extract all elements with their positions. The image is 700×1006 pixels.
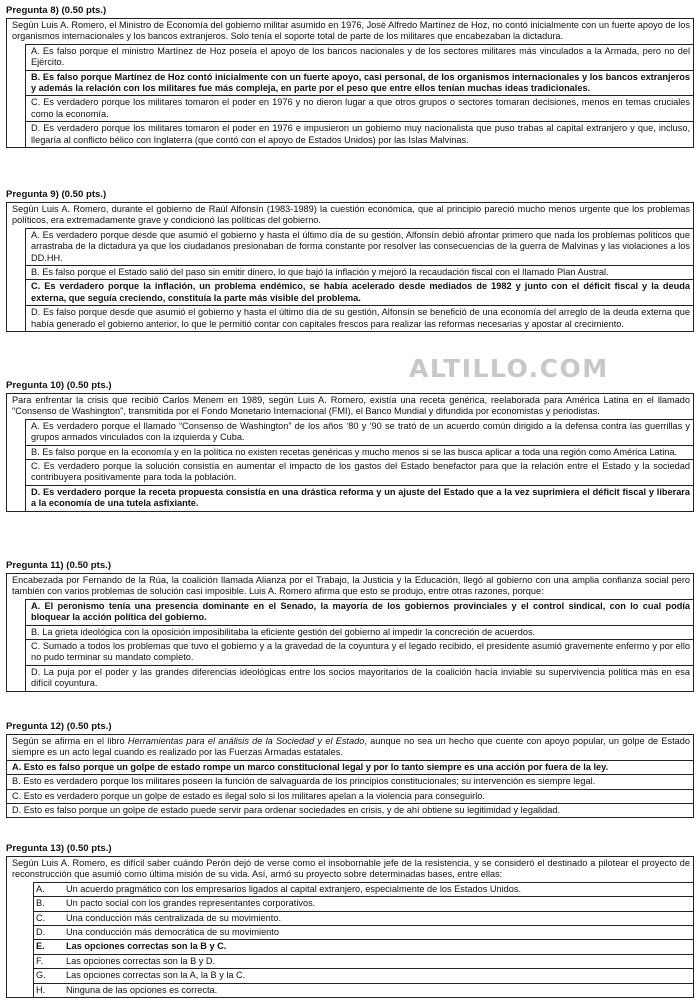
question-stem: Según Luis A. Romero, durante el gobierno de Raúl Alfonsín (1983-1989) la cuestión económica, que al principio pareció mucho menos urgente que los problemas políticos, era extremadamente grave y condicionó las políticas del gobierno. [12,204,690,226]
option-c: C. Es verdadero porque la inflación, un problema endémico, se había acelerado desde mediados de 1982 y junto con el déficit fiscal y la deuda externa, que seguía creciendo, constituía la parte más visible del problema. [25,279,693,305]
option-d: D. La puja por el poder y las grandes diferencias ideológicas entre los socios mayoritarios de la coalición hacía inviable su supervivencia política más en esa difícil coyuntura. [25,665,693,691]
option-a: A. Es verdadero porque desde que asumió el gobierno y hasta el último día de su gestión, Alfonsín debió afrontar primero que nada los problemas políticos que arrastraba de la dictadura ya que los ciudadanos presionaban de forma constante por resolver las consecuencias de la guerra de Malvinas y las violaciones a los DD.HH. [25,228,693,265]
option-b: B. Es falso porque en la economía y en la política no existen recetas genéricas y mucho menos si se las busca aplicar a toda una región como América Latina. [25,445,693,459]
option-c: C. Esto es verdadero porque un golpe de estado es ilegal solo si los militares apelan a la violencia para conseguirlo. [7,789,693,803]
question-8 [6,5,694,148]
question-box [6,856,694,998]
question-9 [6,189,694,332]
book-title: Herramientas para el análisis de la Sociedad y el Estado [127,736,365,746]
option-d: D. Es verdadero porque los militares tomaron el poder en 1976 e impusieron un gobierno muy nacionalista que puso trabas al capital extranjero y que, incluso, llegaría al conflicto bélico con Inglaterra (que contó con el apoyo de Estados Unidos) por las Islas Malvinas. [25,121,693,147]
option-a: A. Un acuerdo pragmático con los empresarios ligados al capital extranjero, especialmente de los Estados Unidos. [33,882,693,896]
question-stem: Según Luis A. Romero, el Ministro de Economía del gobierno militar asumido en 1976, José Alfredo Martínez de Hoz, no contó inicialmente con un fuerte apoyo de los organismos internacionales y los bancos extranjeros. Solo tenía el soporte total de parte de los militares que encabezaban la dictadura. [12,20,690,42]
question-title: Pregunta 13) (0.50 pts.) [6,843,112,854]
option-a: A. Es falso porque el ministro Martínez de Hoz poseía el apoyo de los bancos nacionales y de los sectores militares más vinculados a la Armada, pero no del Ejército. [25,44,693,70]
option-b: B. La grieta ideológica con la oposición imposibilitaba la eficiente gestión del gobierno al impedir la concreción de acuerdos. [25,625,693,639]
option-a: A. Es verdadero porque el llamado “Consenso de Washington” de los años ‘80 y ‘90 se trató de un acuerdo común dirigido a la defensa contra las guerrillas y grupos armados vinculados con la izquierda y Cuba. [25,419,693,445]
option-c: C. Es verdadero porque la solución consistía en aumentar el impacto de los gastos del Estado benefactor para que la relación entre el Estado y la sociedad contribuyera positivamente para toda la población. [25,459,693,485]
option-b: B. Es falso porque Martínez de Hoz contó inicialmente con un fuerte apoyo, casi personal, de los organismos internacionales y los bancos extranjeros y además la relación con los militares fue más compleja, en parte por el peso que entre ellos tenían muchas ideas tradicionales. [25,70,693,96]
question-title: Pregunta 11) (0.50 pts.) [6,560,112,571]
option-g: G. Las opciones correctas son la A, la B y la C. [33,968,693,982]
question-11 [6,560,694,692]
option-d: D. Es verdadero porque la receta propuesta consistía en una drástica reforma y un ajuste del Estado que a la vez suprimiera el déficit fiscal y liberara a la economía de una tutela asfixiante. [25,485,693,511]
option-h: H. Ninguna de las opciones es correcta. [33,983,693,997]
option-d: D. Una conducción más democrática de su movimiento [33,925,693,939]
watermark-text: ALTILLO.COM [409,354,609,383]
option-b: B. Esto es verdadero porque los militares poseen la función de salvaguarda de los principios constitucionales; su intervención es siempre legal. [7,774,693,788]
question-stem: Según se afirma en el libro Herramientas para el análisis de la Sociedad y el Estado, aunque no sea un hecho que cuente con apoyo popular, un golpe de Estado siempre es un acto legal cuando es realizado por las Fuerzas Armadas estatales. [12,736,691,758]
option-c: C. Es verdadero porque los militares tomaron el poder en 1976 y no dieron lugar a que otros grupos o sectores tomaran decisiones, menos en temas cruciales como la economía. [25,95,693,121]
option-b: B. Es falso porque el Estado salió del paso sin emitir dinero, lo que bajó la inflación y mejoró la recaudación fiscal con el llamado Plan Austral. [25,265,693,279]
question-box [6,734,694,818]
question-title: Pregunta 9) (0.50 pts.) [6,189,107,200]
option-a: A. El peronismo tenía una presencia dominante en el Senado, la mayoría de los gobiernos provinciales y el control sindical, con lo cual podía bloquear la acción política del gobierno. [25,599,693,625]
option-d: D. Esto es falso porque un golpe de estado puede servir para ordenar sociedades en crisis, y de ahí obtiene su legitimidad y legalidad. [7,803,693,817]
question-box [6,202,694,332]
option-b: B. Un pacto social con los grandes representantes corporativos. [33,896,693,910]
question-10 [6,380,694,512]
question-box [6,573,694,692]
question-stem: Para enfrentar la crisis que recibió Carlos Menem en 1989, según Luis A. Romero, existía una receta genérica, reelaborada para América Latina en el llamado "Consenso de Washington", transmitida por el Fondo Monetario Internacional (FMI), el Banco Mundial y difundida por economistas y periodistas. [12,395,690,417]
question-13 [6,843,694,998]
question-title: Pregunta 10) (0.50 pts.) [6,380,112,391]
option-d: D. Es falso porque desde que asumió el gobierno y hasta el último día de su gestión, Alfonsín se benefició de una economía del arreglo de la deuda externa que había generado el gobierno anterior, lo que le permitió contar con capitales frescos para realizar las reformas necesarias y apostar al crecimiento. [25,305,693,331]
question-box [6,18,694,148]
question-12 [6,721,694,818]
option-c: C. Una conducción más centralizada de su movimiento. [33,911,693,925]
option-f: F. Las opciones correctas son la B y D. [33,954,693,968]
option-c: C. Sumado a todos los problemas que tuvo el gobierno y a la gravedad de la coyuntura y el legado recibido, el presidente asumió gravemente enfermo y por ello no pudo terminar su mandato completo. [25,639,693,665]
question-stem: Encabezada por Fernando de la Rúa, la coalición llamada Alianza por el Trabajo, la Justicia y la Educación, llegó al gobierno con una amplia confianza social pero también con varios problemas de solución casi imposible. Luis A. Romero afirma que esto se produjo, entre otras razones, porque: [12,575,690,597]
option-a: A. Esto es falso porque un golpe de estado rompe un marco constitucional legal y por lo tanto siempre es una acción por fuera de la ley. [7,760,693,774]
question-stem: Según Luis A. Romero, es difícil saber cuándo Perón dejó de verse como el insobornable jefe de la resistencia, y se consideró el destinado a pilotear el proyecto de reconstrucción que asumió como última misión de su vida. Así, armó su proyecto sobre determinadas bases, entre ellas: [12,858,690,880]
question-title: Pregunta 12) (0.50 pts.) [6,721,112,732]
option-e: E. Las opciones correctas son la B y C. [33,939,693,953]
question-title: Pregunta 8) (0.50 pts.) [6,5,107,16]
question-box [6,393,694,512]
